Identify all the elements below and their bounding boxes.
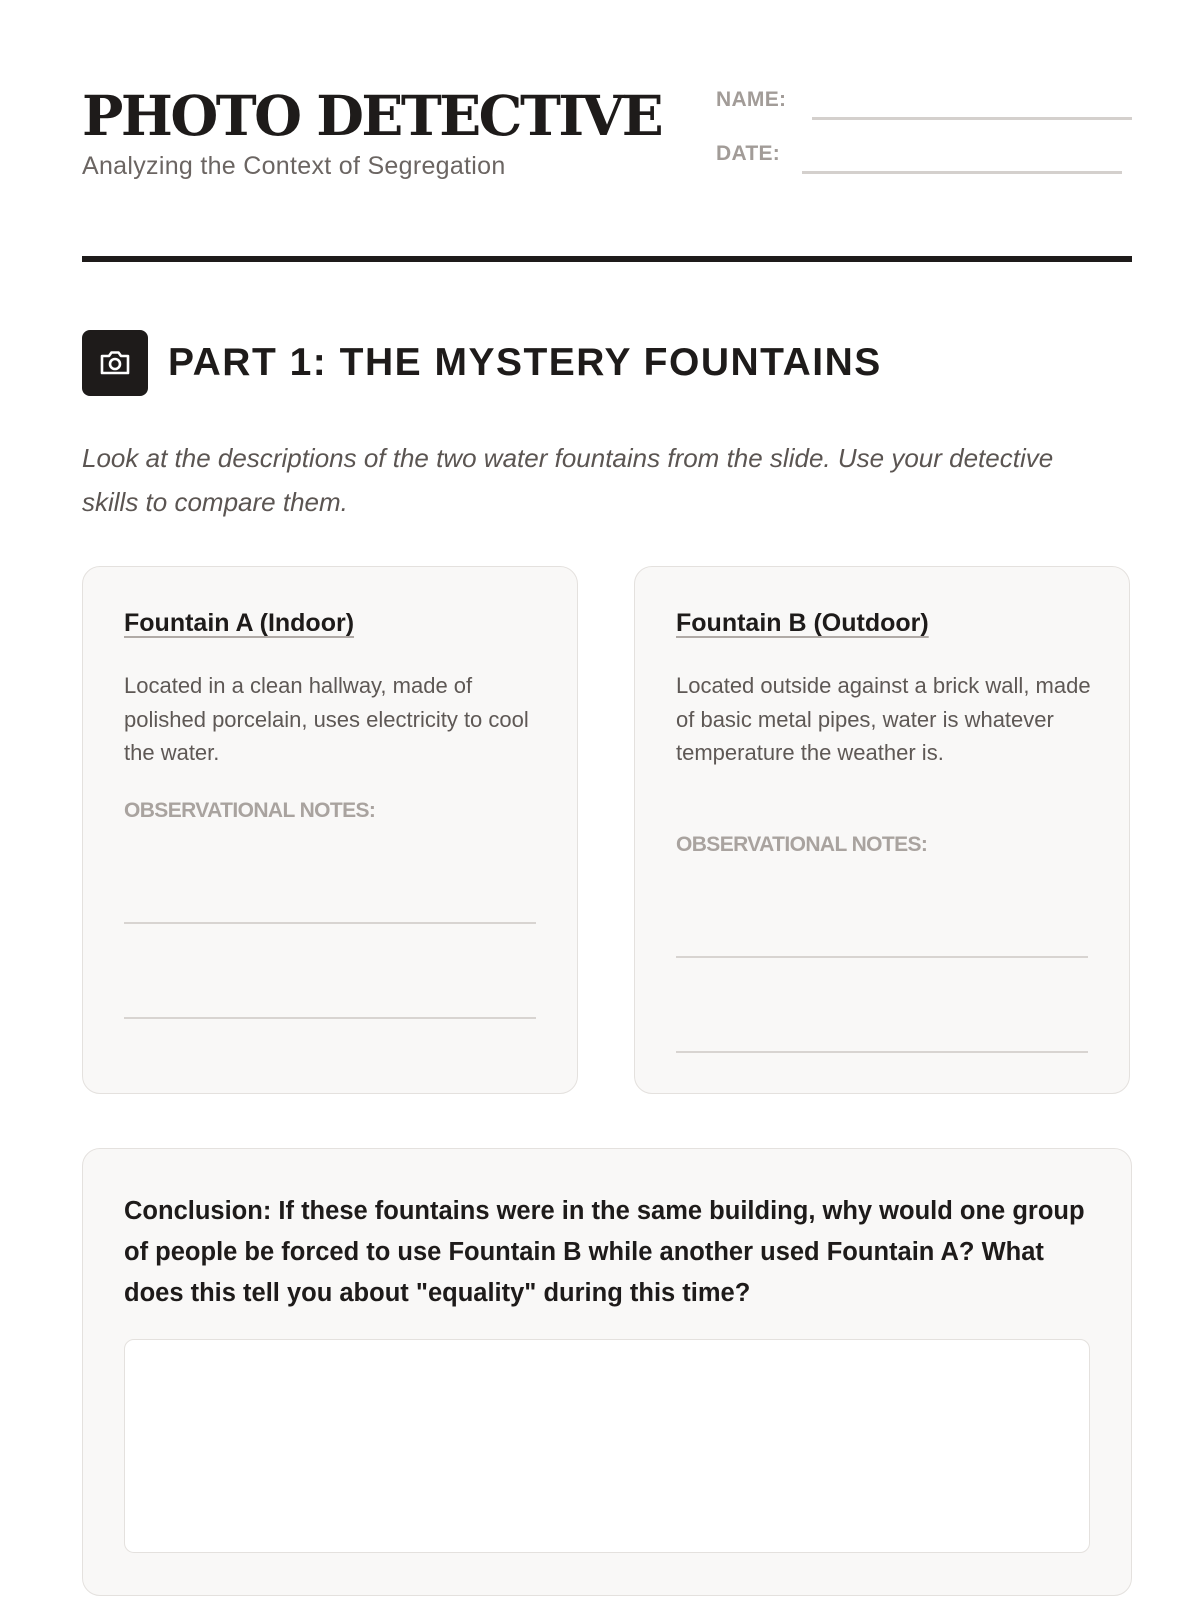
header-divider [82, 256, 1132, 262]
date-write-line[interactable] [802, 171, 1122, 174]
fountain-b-description: Located outside against a brick wall, made of basic metal pipes, water is whatever temperature the weather is. [676, 673, 1091, 765]
fountain-b-card [634, 566, 1130, 1094]
name-write-line[interactable] [812, 117, 1132, 120]
fountain-b-notes-label: OBSERVATIONAL NOTES: [676, 833, 928, 856]
fountain-b-title: Fountain B (Outdoor) [676, 609, 929, 637]
fountain-b-notes-line[interactable] [676, 1051, 1088, 1053]
fountain-a-notes-label: OBSERVATIONAL NOTES: [124, 799, 376, 822]
name-label: NAME: [716, 88, 787, 111]
fountain-b-notes-line[interactable] [676, 956, 1088, 958]
conclusion-card [82, 1148, 1132, 1596]
instructions-text: Look at the descriptions of the two water fountains from the slide. Use your detective skills to compare them. [82, 443, 1054, 517]
page-title: PHOTO DETECTIVE [82, 83, 662, 148]
worksheet-header [82, 82, 1132, 202]
date-field[interactable] [716, 138, 1132, 178]
fountain-a-card [82, 566, 578, 1094]
camera-icon [82, 330, 148, 396]
section-title: PART 1: THE MYSTERY FOUNTAINS [168, 341, 882, 384]
conclusion-answer-box[interactable] [124, 1339, 1090, 1553]
fountain-a-description: Located in a clean hallway, made of polished porcelain, uses electricity to cool the water. [124, 673, 529, 765]
fountain-a-title: Fountain A (Indoor) [124, 609, 355, 637]
fountain-a-notes-line[interactable] [124, 922, 536, 924]
date-label: DATE: [716, 142, 781, 165]
page-subtitle: Analyzing the Context of Segregation [82, 152, 506, 180]
section-heading [82, 330, 1132, 396]
worksheet-page [82, 0, 1132, 1600]
name-field[interactable] [716, 84, 1132, 124]
conclusion-question: Conclusion: If these fountains were in the same building, why would one group of people be forced to use Fountain B while another used Fountain A? What does this tell you about "equality" during this time? [124, 1197, 1085, 1307]
fountain-a-notes-line[interactable] [124, 1017, 536, 1019]
